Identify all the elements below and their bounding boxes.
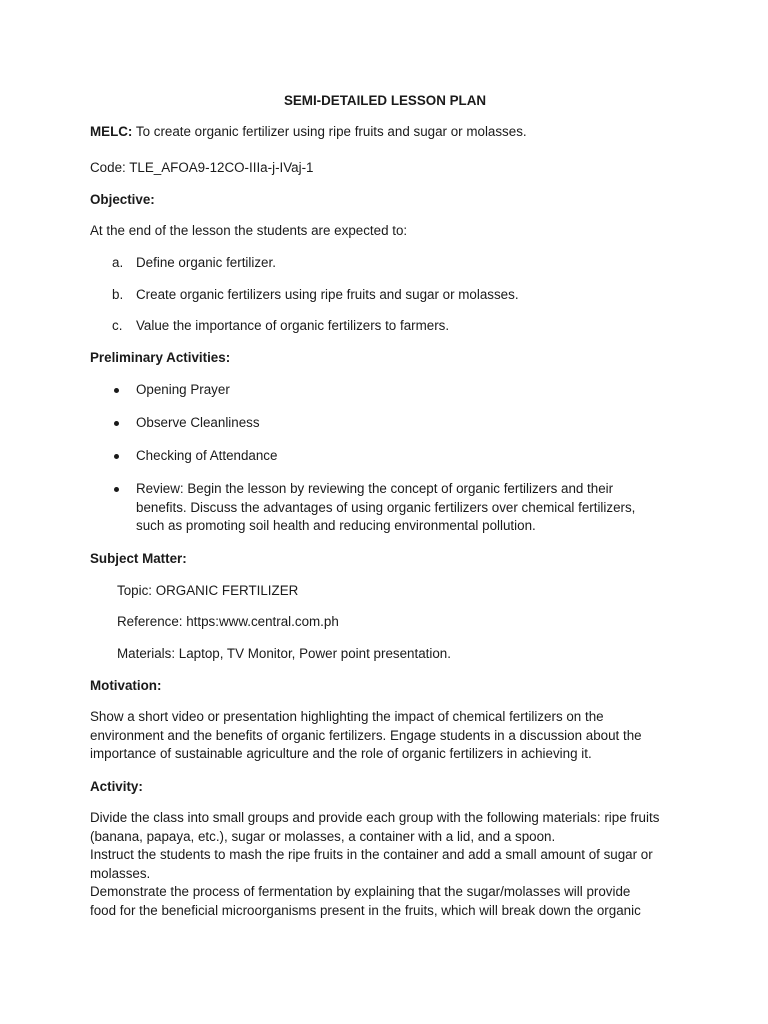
list-item-text: Value the importance of organic fertilizers to farmers. xyxy=(136,318,450,333)
list-marker: c. xyxy=(112,318,123,333)
paragraph-line: importance of sustainable agriculture and the role of organic fertilizers in achieving it. xyxy=(90,746,592,761)
melc-label: MELC: xyxy=(90,124,133,139)
bullet-icon xyxy=(114,487,119,492)
paragraph-line: molasses. xyxy=(90,865,151,881)
list-item-text: Create organic fertilizers using ripe fruits and sugar or molasses. xyxy=(136,287,519,302)
paragraph-line: environment and the benefits of organic fertilizers. Engage students in a discussion about the xyxy=(90,727,642,743)
review-line: benefits. Discuss the advantages of using organic fertilizers over chemical fertilizers, xyxy=(136,499,636,515)
list-marker: a. xyxy=(112,255,124,270)
objective-intro: At the end of the lesson the students are expected to: xyxy=(90,223,408,238)
paragraph-line: Demonstrate the process of fermentation by explaining that the sugar/molasses will provide xyxy=(90,884,631,899)
list-marker: b. xyxy=(112,287,124,302)
paragraph-line: (banana, papaya, etc.), sugar or molasses, a container with a lid, and a spoon. xyxy=(90,828,556,844)
paragraph-line: Show a short video or presentation highlighting the impact of chemical fertilizers on the xyxy=(90,709,604,724)
document-title: SEMI-DETAILED LESSON PLAN xyxy=(283,93,487,108)
code-line: Code: TLE_AFOA9-12CO-IIIa-j-IVaj-1 xyxy=(90,160,314,175)
list-item-text: Define organic fertilizer. xyxy=(136,255,276,270)
melc-text: To create organic fertilizer using ripe fruits and sugar or molasses. xyxy=(132,124,527,139)
paragraph-line: Divide the class into small groups and provide each group with the following materials: ripe fruits xyxy=(90,810,660,825)
melc-line xyxy=(90,123,527,142)
preliminary-heading: Preliminary Activities: xyxy=(90,350,231,365)
list-item-text: Observe Cleanliness xyxy=(136,415,260,430)
review-line: such as promoting soil health and reducing environmental pollution. xyxy=(136,518,536,533)
reference-line: Reference: https:www.central.com.ph xyxy=(117,614,339,629)
bullet-icon xyxy=(114,454,119,459)
paragraph-line: Instruct the students to mash the ripe fruits in the container and add a small amount of sugar or xyxy=(90,847,653,862)
motivation-paragraph xyxy=(90,708,680,764)
activity-heading: Activity: xyxy=(90,779,143,794)
bullet-icon xyxy=(114,388,119,393)
list-item-text: Opening Prayer xyxy=(136,382,230,397)
review-text xyxy=(136,480,676,536)
motivation-heading: Motivation: xyxy=(90,678,162,693)
list-item-text: Checking of Attendance xyxy=(136,448,278,463)
activity-paragraph xyxy=(90,809,680,920)
review-line: Review: Begin the lesson by reviewing the concept of organic fertilizers and their xyxy=(136,481,614,496)
bullet-icon xyxy=(114,421,119,426)
topic-line: Topic: ORGANIC FERTILIZER xyxy=(117,583,299,598)
materials-line: Materials: Laptop, TV Monitor, Power point presentation. xyxy=(117,646,451,661)
paragraph-line: food for the beneficial microorganisms present in the fruits, which will break down the organic xyxy=(90,902,641,918)
objective-heading: Objective: xyxy=(90,192,155,207)
subject-matter-heading: Subject Matter: xyxy=(90,551,187,566)
